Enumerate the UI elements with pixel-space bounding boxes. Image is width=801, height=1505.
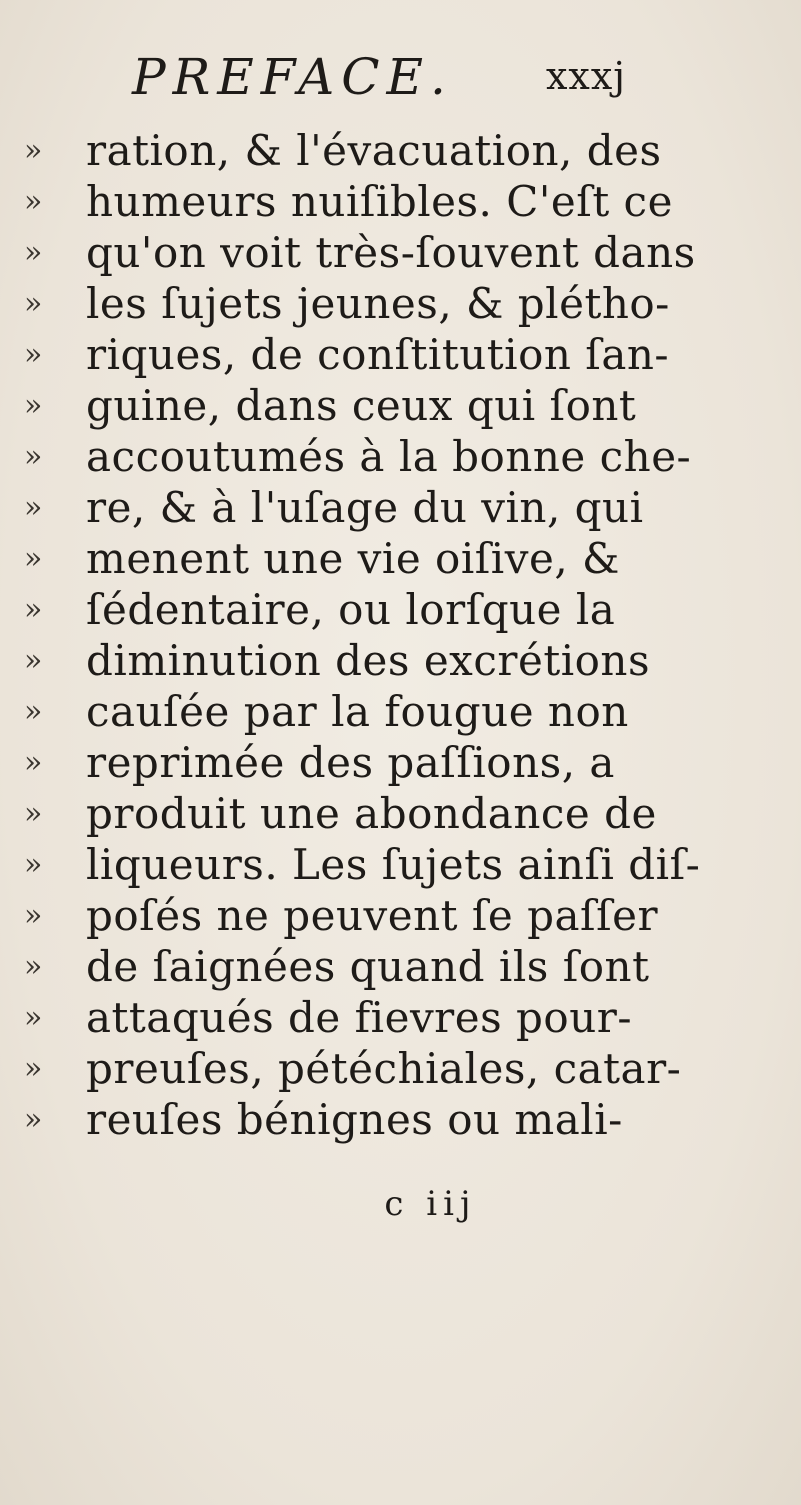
body-text <box>0 125 801 1145</box>
quote-mark: » <box>24 898 43 933</box>
signature-mark: c iij <box>384 1184 477 1224</box>
page-number: xxxj <box>546 54 627 98</box>
text-line <box>0 125 801 176</box>
text-line <box>0 329 801 380</box>
text-line <box>0 635 801 686</box>
quote-mark: » <box>24 184 43 219</box>
line-text: produit une abondance de <box>86 789 657 838</box>
quote-mark: » <box>24 694 43 729</box>
quote-mark: » <box>24 949 43 984</box>
page-header <box>0 48 801 108</box>
text-line <box>0 533 801 584</box>
line-text: menent une vie oiſive, & <box>86 534 620 583</box>
line-text: attaqués de fievres pour- <box>86 993 633 1042</box>
line-text: ration, & l'évacuation, des <box>86 126 662 175</box>
quote-mark: » <box>24 133 43 168</box>
line-text: reuſes bénignes ou mali- <box>86 1095 623 1144</box>
quote-mark: » <box>24 1051 43 1086</box>
line-text: accoutumés à la bonne che- <box>86 432 692 481</box>
quote-mark: » <box>24 745 43 780</box>
quote-mark: » <box>24 796 43 831</box>
text-line <box>0 380 801 431</box>
text-line <box>0 890 801 941</box>
quote-mark: » <box>24 847 43 882</box>
quote-mark: » <box>24 439 43 474</box>
line-text: re, & à l'uſage du vin, qui <box>86 483 644 532</box>
text-line <box>0 431 801 482</box>
line-text: qu'on voit très-ſouvent dans <box>86 228 696 277</box>
line-text: preuſes, pétéchiales, catar- <box>86 1044 682 1093</box>
text-line <box>0 992 801 1043</box>
line-text: cauſée par la fougue non <box>86 687 629 736</box>
line-text: les ſujets jeunes, & plétho- <box>86 279 670 328</box>
text-line <box>0 1094 801 1145</box>
quote-mark: » <box>24 592 43 627</box>
text-line <box>0 941 801 992</box>
running-title: PREFACE. <box>132 48 453 106</box>
text-line <box>0 788 801 839</box>
text-line <box>0 227 801 278</box>
quote-mark: » <box>24 235 43 270</box>
quote-mark: » <box>24 643 43 678</box>
line-text: guine, dans ceux qui ſont <box>86 381 637 430</box>
line-text: humeurs nuiſibles. C'eſt ce <box>86 177 673 226</box>
quote-mark: » <box>24 490 43 525</box>
text-line <box>0 686 801 737</box>
text-line <box>0 278 801 329</box>
quote-mark: » <box>24 541 43 576</box>
line-text: ſédentaire, ou lorſque la <box>86 585 616 634</box>
text-line <box>0 737 801 788</box>
text-line <box>0 1043 801 1094</box>
line-text: liqueurs. Les ſujets ainſi diſ- <box>86 840 701 889</box>
line-text: reprimée des paſſions, a <box>86 738 615 787</box>
text-line <box>0 584 801 635</box>
quote-mark: » <box>24 1000 43 1035</box>
text-line <box>0 176 801 227</box>
line-text: diminution des excrétions <box>86 636 651 685</box>
line-text: riques, de conſtitution ſan- <box>86 330 670 379</box>
quote-mark: » <box>24 388 43 423</box>
line-text: poſés ne peuvent ſe paſſer <box>86 891 659 940</box>
quote-mark: » <box>24 286 43 321</box>
text-line <box>0 482 801 533</box>
line-text: de ſaignées quand ils ſont <box>86 942 650 991</box>
text-line <box>0 839 801 890</box>
quote-mark: » <box>24 1102 43 1137</box>
quote-mark: » <box>24 337 43 372</box>
